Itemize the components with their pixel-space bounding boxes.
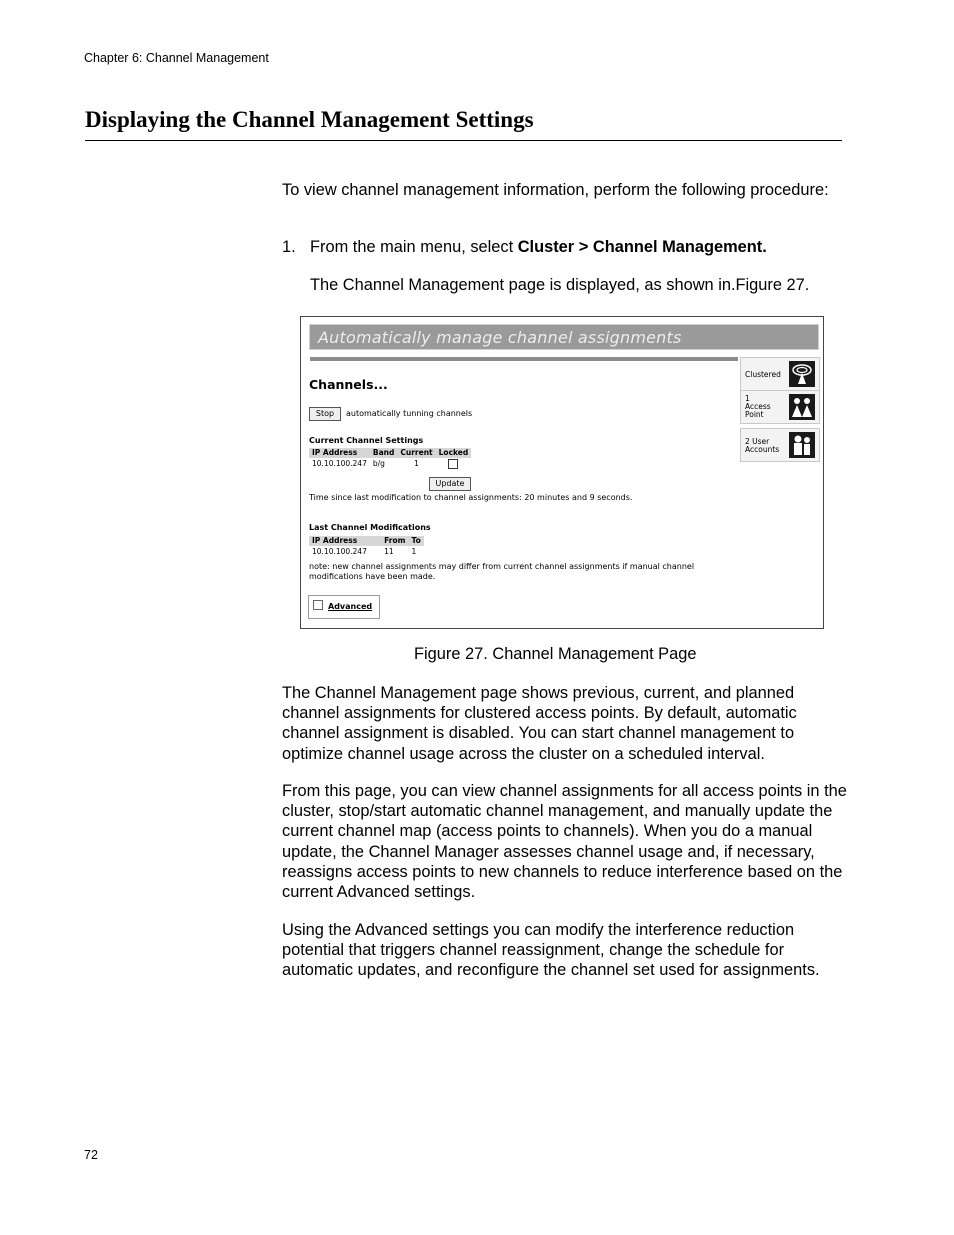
banner xyxy=(309,324,819,350)
note-line: note: new channel assignments may differ from current channel assignments if manual channel xyxy=(309,562,695,571)
column-header: From xyxy=(381,536,408,546)
divider-bar xyxy=(310,357,738,361)
body-paragraph: From this page, you can view channel assignments for all access points in the cluster, stop/start automatic channel management, and manually update the current channel map (access points to channels). When you do a manual update, the Channel Manager assesses channel usage and, if necessary, reassigns access points to new channels to reduce interference based on the current Advanced settings. xyxy=(282,782,847,902)
sidebar-item-clustered[interactable] xyxy=(740,357,820,391)
stop-button[interactable]: Stop xyxy=(309,407,341,421)
satellite-dish-icon xyxy=(789,361,815,387)
step-menu-path: Cluster > Channel Management. xyxy=(517,238,767,256)
sidebar-item-label: 2 User Accounts xyxy=(745,437,780,454)
intro-paragraph: To view channel management information, perform the following procedure: xyxy=(282,181,829,199)
current-settings-title: Current Channel Settings xyxy=(309,436,424,445)
last-modifications-table xyxy=(309,536,424,558)
procedure-step xyxy=(282,237,767,257)
step-number: 1. xyxy=(282,238,296,256)
column-header: Locked xyxy=(436,448,472,458)
column-header: To xyxy=(408,536,423,546)
current-settings-table xyxy=(309,448,471,470)
sidebar-item-label: Clustered xyxy=(745,370,781,379)
step-text: From the main menu, select xyxy=(310,238,518,256)
running-header: Chapter 6: Channel Management xyxy=(84,51,269,65)
ip-cell: 10.10.100.247 xyxy=(312,547,367,556)
locked-checkbox[interactable] xyxy=(448,459,458,469)
to-cell: 1 xyxy=(411,547,417,556)
body-paragraph: Using the Advanced settings you can modify the interference reduction potential that triggers channel reassignment, change the schedule for automatic updates, and reconfigure the channel set used for assignments. xyxy=(282,921,820,980)
stop-note: automatically tunning channels xyxy=(346,409,473,418)
banner-title: Automatically manage channel assignments xyxy=(318,328,682,347)
channel-management-screenshot xyxy=(300,316,824,629)
column-header: IP Address xyxy=(309,448,370,458)
column-header: Current xyxy=(397,448,435,458)
column-header: Band xyxy=(370,448,398,458)
sidebar-item-access-point[interactable] xyxy=(740,390,820,424)
step-result: The Channel Management page is displayed, as shown in.Figure 27. xyxy=(310,276,810,294)
from-cell: 11 xyxy=(384,547,394,556)
band-cell: b/g xyxy=(372,459,385,468)
table-row xyxy=(309,546,424,558)
column-header: IP Address xyxy=(309,536,381,546)
title-rule xyxy=(85,140,842,141)
sidebar-item-label: 1 Access Point xyxy=(745,394,771,419)
current-cell: 1 xyxy=(414,459,419,468)
body-paragraph: The Channel Management page shows previous, current, and planned channel assignments for clustered access points. By default, automatic channel assignment is disabled. You can start channel management to optimize channel usage across the cluster on a scheduled interval. xyxy=(282,684,797,763)
table-row xyxy=(309,458,471,470)
last-modifications-title: Last Channel Modifications xyxy=(309,523,431,532)
advanced-toggle[interactable] xyxy=(308,595,380,619)
access-point-icon xyxy=(789,394,815,420)
note-line: modifications have been made. xyxy=(309,572,436,581)
sidebar-item-user-accounts[interactable] xyxy=(740,428,820,462)
advanced-link[interactable]: Advanced xyxy=(328,602,373,611)
update-button[interactable]: Update xyxy=(429,477,471,491)
expand-icon xyxy=(313,600,323,610)
ip-cell: 10.10.100.247 xyxy=(312,459,367,468)
time-since-text: Time since last modification to channel assignments: 20 minutes and 9 seconds. xyxy=(309,493,633,502)
page-number: 72 xyxy=(84,1148,98,1162)
page-title: Displaying the Channel Management Settings xyxy=(85,107,534,132)
users-icon xyxy=(789,432,815,458)
figure-caption: Figure 27. Channel Management Page xyxy=(414,645,697,663)
channels-heading: Channels... xyxy=(309,377,388,392)
